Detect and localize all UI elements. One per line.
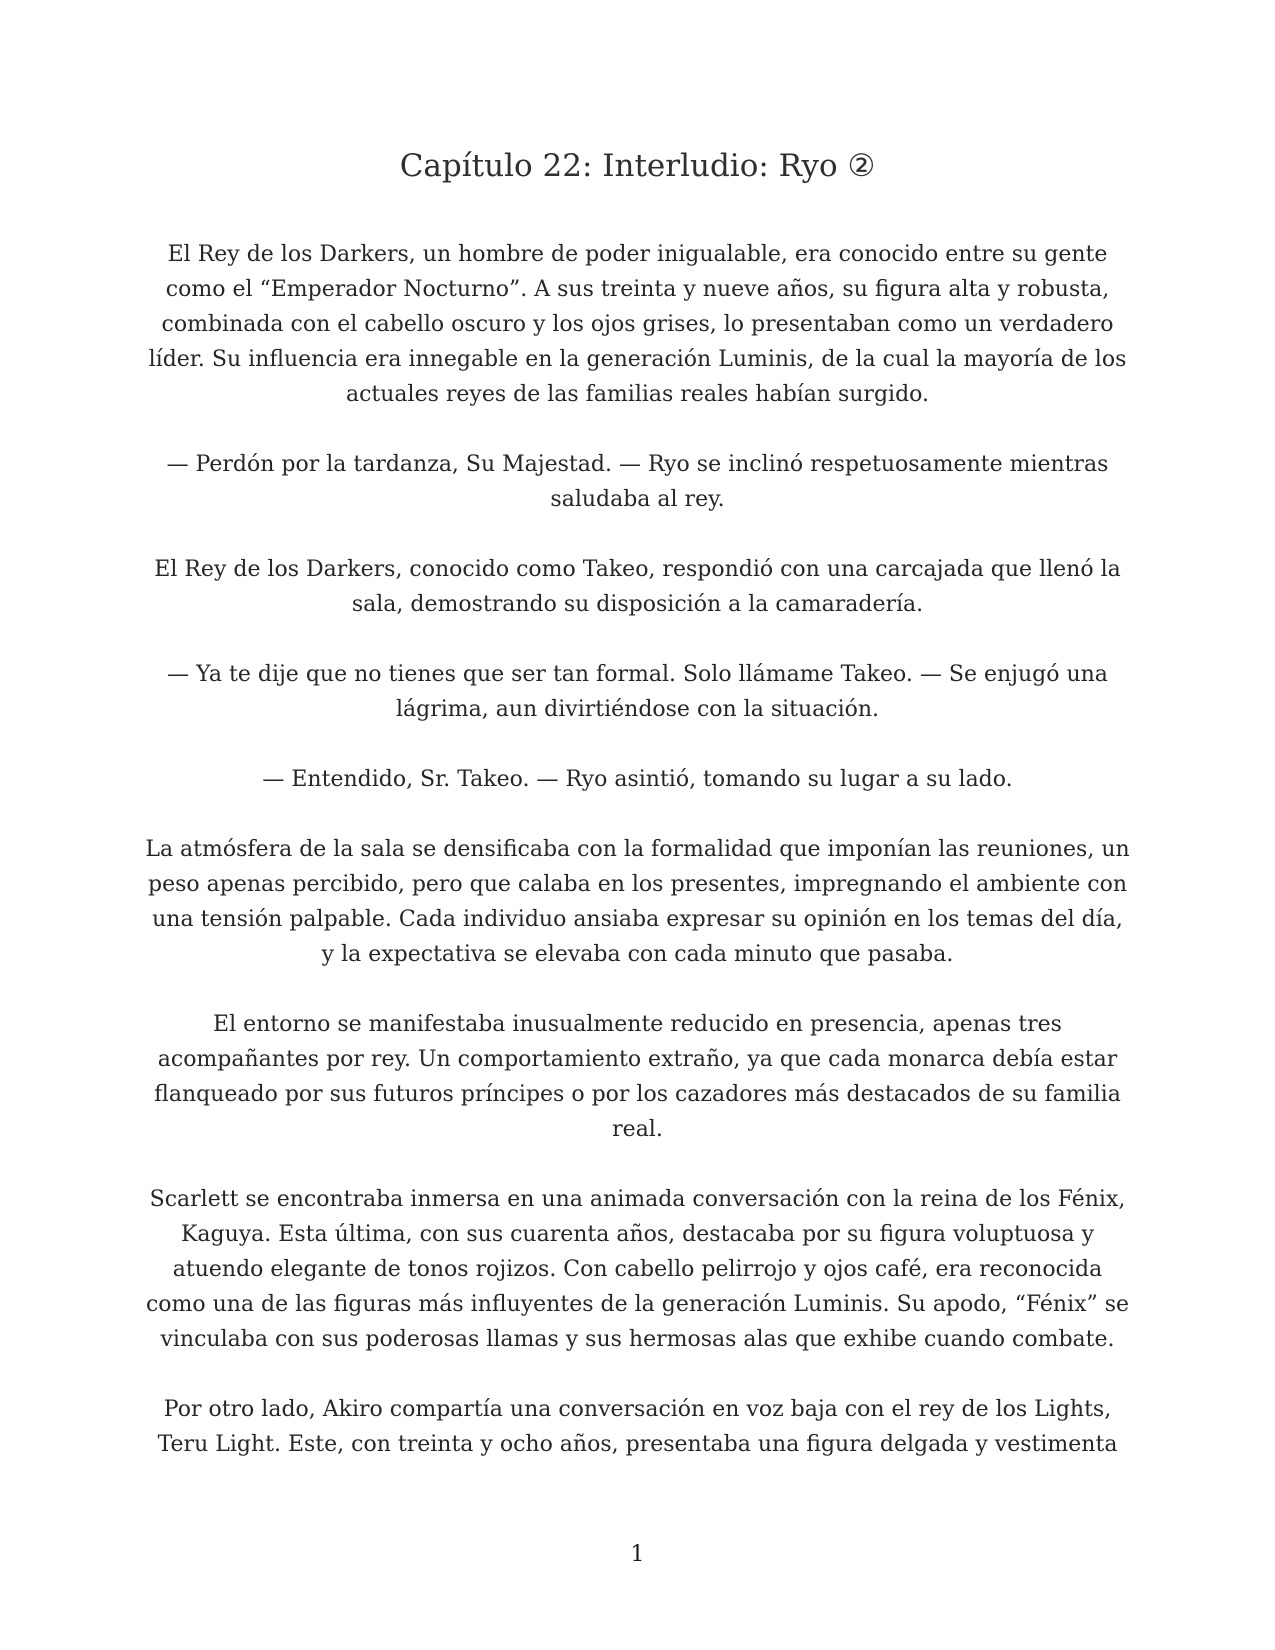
chapter-body <box>145 237 1130 1497</box>
page-number: 1 <box>630 1542 645 1567</box>
paragraph: El entorno se manifestaba inusualmente reducido en presencia, apenas tres acompañantes por rey. Un comportamiento extraño, ya que cada monarca debía estar flanqueado por sus futuros príncipes o por los cazadores más destacados de su familia real. <box>154 1012 1121 1142</box>
paragraph: — Perdón por la tardanza, Su Majestad. — Ryo se inclinó respetuosamente mientras saludaba al rey. <box>166 452 1109 512</box>
paragraph: Por otro lado, Akiro compartía una conversación en voz baja con el rey de los Lights, Teru Light. Este, con treinta y ocho años, presentaba una figura delgada y vestimenta <box>157 1397 1118 1457</box>
paragraph: La atmósfera de la sala se densificaba con la formalidad que imponían las reuniones, un peso apenas percibido, pero que calaba en los presentes, impregnando el ambiente con una tensión palpable. Cada individuo ansiaba expresar su opinión en los temas del día, y la expectativa se elevaba con cada minuto que pasaba. <box>145 837 1130 967</box>
paragraph: El Rey de los Darkers, conocido como Takeo, respondió con una carcajada que llenó la sala, demostrando su disposición a la camaradería. <box>154 557 1121 617</box>
paragraph: El Rey de los Darkers, un hombre de poder inigualable, era conocido entre su gente como el “Emperador Nocturno”. A sus treinta y nueve años, su figura alta y robusta, combinada con el cabello oscuro y los ojos grises, lo presentaban como un verdadero líder. Su influencia era innegable en la generación Luminis, de la cual la mayoría de los actuales reyes de las familias reales habían surgido. <box>148 242 1127 407</box>
chapter-title: Capítulo 22: Interludio: Ryo ② <box>399 148 876 184</box>
paragraph: — Entendido, Sr. Takeo. — Ryo asintió, tomando su lugar a su lado. <box>262 767 1013 792</box>
paragraph: — Ya te dije que no tienes que ser tan formal. Solo llámame Takeo. — Se enjugó una lágrima, aun divirtiéndose con la situación. <box>167 662 1108 722</box>
paragraph: Scarlett se encontraba inmersa en una animada conversación con la reina de los Fénix, Kaguya. Esta última, con sus cuarenta años, destacaba por su figura voluptuosa y atuendo elegante de tonos rojizos. Con cabello pelirrojo y ojos café, era reconocida como una de las figuras más influyentes de la generación Luminis. Su apodo, “Fénix” se vinculaba con sus poderosas llamas y sus hermosas alas que exhibe cuando combate. <box>145 1187 1130 1352</box>
